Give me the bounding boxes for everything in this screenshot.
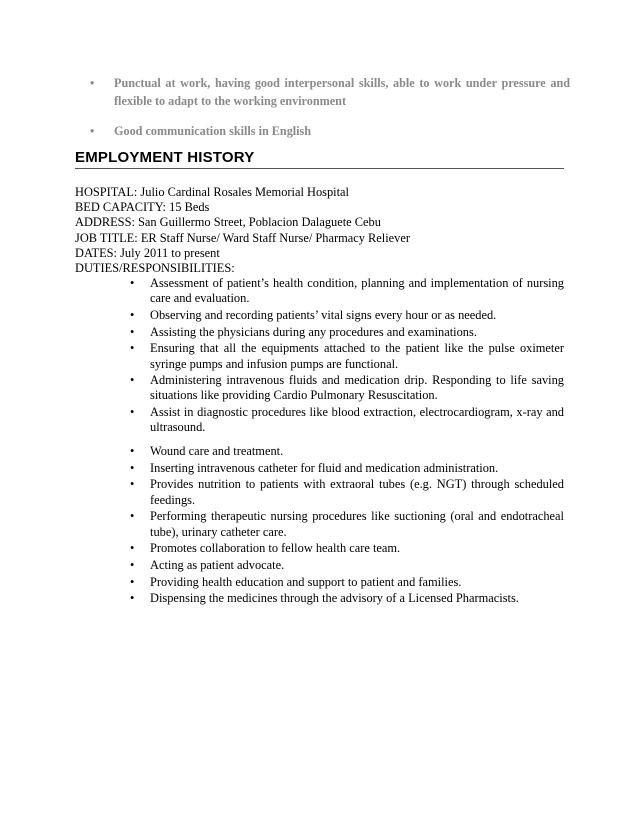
skill-text: Good communication skills in English — [114, 124, 312, 138]
duty-item — [130, 405, 564, 435]
skill-item — [90, 122, 570, 140]
skill-text: Punctual at work, having good interpersonal skills, able to work under pressure and flexible to adapt to the working environment — [114, 76, 570, 108]
duty-item — [130, 509, 564, 539]
bullet-icon: • — [130, 276, 135, 290]
duty-text: Performing therapeutic nursing procedures like suctioning (oral and endotracheal tube), urinary catheter care. — [150, 509, 564, 539]
bullet-icon: • — [130, 460, 135, 475]
duty-text: Wound care and treatment. — [150, 444, 284, 458]
duty-text: Assisting the physicians during any procedures and examinations. — [150, 324, 477, 339]
duties-list-continued — [130, 444, 564, 608]
job-title-line: JOB TITLE: ER Staff Nurse/ Ward Staff Nurse/ Pharmacy Reliever — [75, 230, 410, 245]
duty-item — [130, 373, 564, 403]
bullet-icon: • — [130, 574, 135, 589]
duty-text: Inserting intravenous catheter for fluid and medication administration. — [150, 460, 499, 475]
duty-text: Ensuring that all the equipments attached to the patient like the pulse oximeter syringe pumps and infusion pumps are functional. — [150, 341, 564, 371]
bullet-icon: • — [130, 444, 135, 458]
bullet-icon: • — [130, 373, 135, 388]
duty-text: Promotes collaboration to fellow health care team. — [150, 541, 401, 556]
duty-item — [130, 591, 564, 606]
hospital-line: HOSPITAL: Julio Cardinal Rosales Memorial Hospital — [75, 185, 349, 199]
skills-list — [90, 74, 570, 152]
bullet-icon: • — [130, 324, 135, 339]
duties-list — [130, 276, 564, 437]
duty-item — [130, 444, 564, 459]
duties-label: DUTIES/RESPONSIBILITIES: — [75, 261, 235, 276]
bullet-icon: • — [90, 76, 95, 90]
duty-item — [130, 341, 564, 371]
bullet-icon: • — [130, 557, 135, 572]
duty-text: Observing and recording patients’ vital signs every hour or as needed. — [150, 307, 497, 322]
duty-item — [130, 325, 564, 340]
bullet-icon: • — [90, 124, 95, 138]
duty-text: Acting as patient advocate. — [150, 557, 285, 572]
bed-capacity-line: BED CAPACITY: 15 Beds — [75, 200, 210, 215]
duty-item — [130, 461, 564, 476]
bullet-icon: • — [130, 341, 135, 356]
bullet-icon: • — [130, 307, 135, 322]
bullet-icon: • — [130, 591, 135, 606]
duty-item — [130, 276, 564, 306]
bullet-icon: • — [130, 541, 135, 556]
skill-item — [90, 74, 570, 110]
dates-line: DATES: July 2011 to present — [75, 245, 220, 260]
bullet-icon: • — [130, 509, 135, 524]
duty-text: Dispensing the medicines through the advisory of a Licensed Pharmacists. — [150, 591, 519, 606]
duty-item — [130, 575, 564, 590]
duty-text: Provides nutrition to patients with extraoral tubes (e.g. NGT) through scheduled feedings. — [150, 477, 564, 507]
duty-text: Administering intravenous fluids and medication drip. Responding to life saving situations like providing Cardio Pulmonary Resuscitation. — [150, 373, 564, 403]
bullet-icon: • — [130, 477, 135, 492]
duty-item — [130, 477, 564, 507]
employment-info — [75, 185, 565, 276]
duty-text: Assessment of patient’s health condition, planning and implementation of nursing care and evaluation. — [150, 276, 564, 306]
section-title: EMPLOYMENT HISTORY — [75, 149, 564, 169]
duty-text: Assist in diagnostic procedures like blood extraction, electrocardiogram, x-ray and ultrasound. — [150, 405, 564, 435]
bullet-icon: • — [130, 405, 135, 420]
duty-item — [130, 541, 564, 556]
address-line: ADDRESS: San Guillermo Street, Poblacion Dalaguete Cebu — [75, 215, 381, 230]
duty-item — [130, 558, 564, 573]
duty-item — [130, 308, 564, 323]
duty-text: Providing health education and support to patient and families. — [150, 574, 462, 589]
